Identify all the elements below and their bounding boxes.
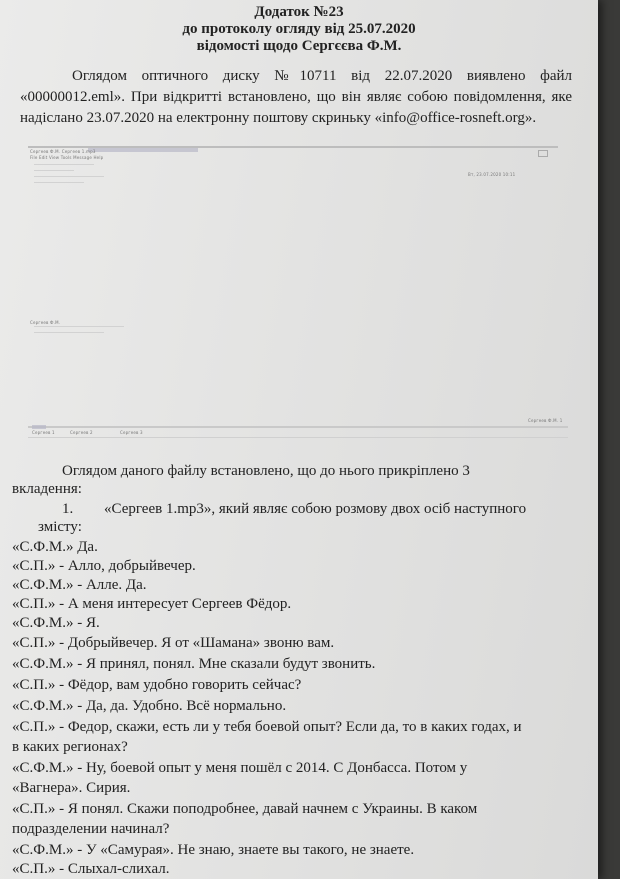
screenshot-footer-meta: Сергеев Ф.М. 1 [528,418,563,423]
dialogue-line: «С.Ф.М.» - У «Самурая». Не знаю, знаете вы такого, не знаете. [12,842,415,858]
dialogue-line: в каких регионах? [12,739,128,755]
appendix-about: відомості щодо Сергєєва Ф.М. [196,38,402,54]
dialogue-line: «Вагнера». Сирия. [12,780,131,796]
dialogue-line: «С.П.» - А меня интересует Сергеев Фёдор. [12,596,292,612]
screenshot-title-text: Сергеев Ф.М. Сергеев 1.mp3 [30,149,96,154]
dialogue-line: «С.П.» - Фёдор, вам удобно говорить сейчас? [12,677,302,693]
attachment-item [12,500,598,518]
dialogue-line: «С.Ф.М.» - Я. [12,615,100,631]
attachment-tab-2: Сергеев 2 [70,430,93,435]
dialogue-line: подразделении начинал? [12,821,170,837]
item-number: 1. [62,501,74,517]
intro-paragraph: Оглядом оптичного диску №10711 від 22.07.2020 виявлено файл «00000012.eml». При відкритті встановлено, що він являє собою повідомлення, яке надіслано 23.07.2020 на електронну поштову скриньку «info@office-rosneft.org». [20,68,572,126]
window-controls-icon [538,150,548,157]
dialogue-line: «С.Ф.М.» - Алле. Да. [12,577,147,593]
screenshot-menu: File Edit View Tools Message Help [30,155,104,160]
item-text: «Сергеев 1.mp3», який являє собою розмову двох осіб наступного [104,501,527,517]
attachment-tab-1: Сергеев 1 [32,430,55,435]
body-paragraph-1: Оглядом даного файлу встановлено, що до нього прикріплено 3 [62,463,470,479]
item-text-continued: змісту: [38,519,82,535]
email-screenshot [28,146,568,442]
appendix-title: Додаток №23 [254,4,344,20]
dialogue-line: «С.П.» - Добрыйвечер. Я от «Шамана» звоню вам. [12,635,335,651]
body-paragraph-1b: вкладення: [12,481,82,497]
attachment-tab-3: Сергеев 3 [120,430,143,435]
appendix-subtitle: до протоколу огляду від 25.07.2020 [182,21,416,37]
redacted-block [88,148,198,152]
dialogue-line: «С.П.» - Федор, скажи, есть ли у тебя боевой опыт? Если да, то в каких годах, и [12,719,522,735]
screenshot-date: Вт, 23.07.2020 10:11 [468,172,516,177]
dialogue-line: «С.П.» - Слыхал-слихал. [12,861,170,877]
dialogue-line: «С.П.» - Я понял. Скажи поподробнее, давай начнем с Украины. В каком [12,801,478,817]
dialogue-line: «С.П.» - Алло, добрыйвечер. [12,558,196,574]
dialogue-line: «С.Ф.М.» Да. [12,539,98,555]
dialogue-line: «С.Ф.М.» - Я принял, понял. Мне сказали будут звонить. [12,656,376,672]
dialogue-line: «С.Ф.М.» - Ну, боевой опыт у меня пошёл с 2014. С Донбасса. Потом у [12,760,468,776]
screenshot-mid-title: Сергеев Ф.М. [30,320,61,325]
dialogue-line: «С.Ф.М.» - Да, да. Удобно. Всё нормально. [12,698,287,714]
